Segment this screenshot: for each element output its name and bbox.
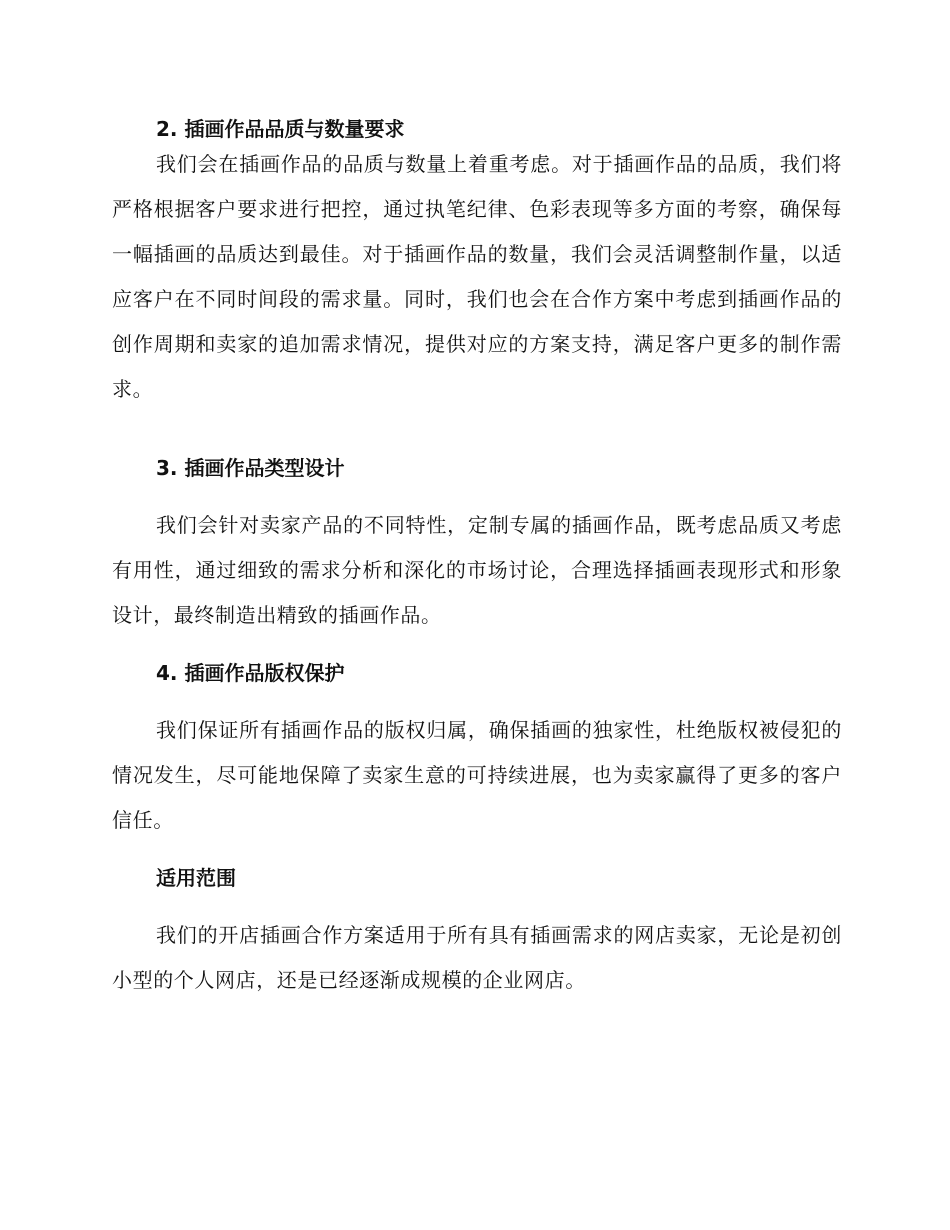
section-body-scope: 我们的开店插画合作方案适用于所有具有插画需求的网店卖家，无论是初创小型的个人网店，还是已经逐渐成规模的企业网店。 bbox=[112, 923, 842, 992]
section-heading-copyright: 4. 插画作品版权保护 bbox=[156, 661, 345, 685]
section-heading-type-design: 3. 插画作品类型设计 bbox=[156, 456, 345, 480]
section-body-quality-quantity: 我们会在插画作品的品质与数量上着重考虑。对于插画作品的品质，我们将严格根据客户要求进行把控，通过执笔纪律、色彩表现等多方面的考察，确保每一幅插画的品质达到最佳。对于插画作品的数量，我们会灵活调整制作量，以适应客户在不同时间段的需求量。同时，我们也会在合作方案中考虑到插画作品的创作周期和卖家的追加需求情况，提供对应的方案支持，满足客户更多的制作需求。 bbox=[112, 152, 842, 401]
section-body-type-design: 我们会针对卖家产品的不同特性，定制专属的插画作品，既考虑品质又考虑有用性，通过细致的需求分析和深化的市场讨论，合理选择插画表现形式和形象设计，最终制造出精致的插画作品。 bbox=[112, 513, 842, 627]
section-body-copyright: 我们保证所有插画作品的版权归属，确保插画的独家性，杜绝版权被侵犯的情况发生，尽可能地保障了卖家生意的可持续进展，也为卖家赢得了更多的客户信任。 bbox=[112, 718, 842, 832]
section-heading-scope: 适用范围 bbox=[156, 866, 236, 890]
section-heading-quality-quantity: 2. 插画作品品质与数量要求 bbox=[156, 117, 405, 141]
